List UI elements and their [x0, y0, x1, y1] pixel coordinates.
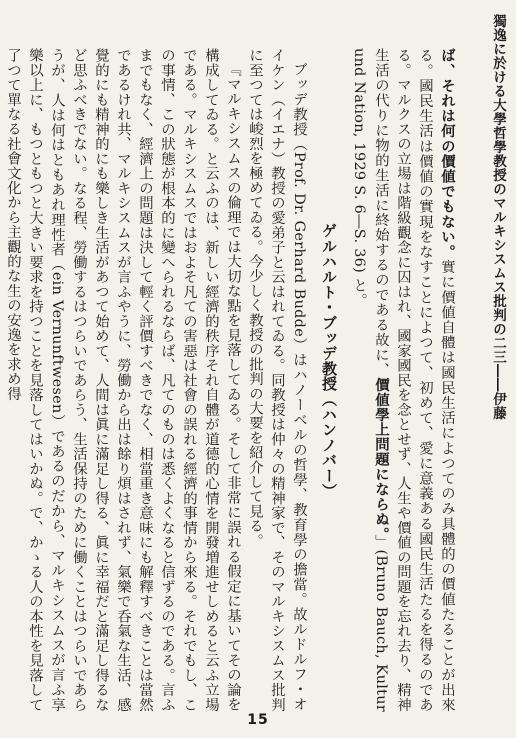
running-header: 獨逸に於ける大學哲學教授のマルキシスムス批判の二三――伊藤: [490, 14, 506, 420]
paragraph-2: ブッデ教授（Prof. Dr. Gerhard Budde）はハノーベルの哲學、教育學の擔當。故ルドルフ・オイケン（イエナ）教授の愛弟子と云はれてゐる。同教授は仲々の精神家で、そのマルキシスムス批判に至つては峻烈を極めてゐる。今少しく教授の批判の大要を紹介して見る。: [247, 48, 307, 712]
main-text: [5, 48, 458, 712]
bold-phrase: 價値學上問題にならぬ。: [373, 377, 390, 535]
section-title: ゲルハルト・ブッデ教授（ハンノバー）: [320, 223, 338, 499]
paragraph-text: 實に價値自體は國民生活によつてのみ具體的の價値たることが出來る。國民生活は價値の實現をなすことによつて、初めて、愛に意義ある國民生活たるを得るのである。マルクスの立場は階級觀念に囚はれ、國家國民を念とせず、人生や價値の問題を忘れ去り、精神生活の代りに物的生活に終始するのである故に、: [373, 48, 455, 712]
paragraph-3: 『マルキシスムスの倫理では大切な點を見落してゐる。そして非常に誤れる假定に基いてその論を構成してゐる。と云ふのは、新しい經濟的秩序それ自體が道德的心情を開發増進せしめると云ふ立場である。マルキシスムスではおよそ凡ての害惡は社會の誤れる經濟的事情から來る。それでもし、この事情、この狀態が根本的に變へられるならば、凡てのものは悉くよくなると信ずるのである。言ふまでもなく、經濟上の問題は決して輕く評價すべきでなく、相當重き意味にも解釋すべきことは當然であるけれ共、マルキシスムスが言ふやうに、勞働から出は餘り煩はされず、氣樂で呑氣な生活、感覺的にも精神的にも樂しき生活があつて始めて、人間は眞に滿足し得る、眞に幸福だと滿足し得るなど思ふべきでない。なる程、勞働するはつらいであらう、生活保持のために働くことはつらいであらうが、人は何はともあれ理性者（ein Vernunftwesen）であるのだから、マルキシスムスが言ふ享樂以上に、もつともつと大きい要求を持つことを見落してはいかぬ。で、かゝる人の本性を見落して了つて單なる社會文化から主觀的な生の安逸を求め得: [5, 48, 241, 712]
paragraph-1: [348, 48, 458, 712]
page-number: 15: [247, 712, 269, 728]
citation: 」(Bruno Bauch, Kultur und Nation, 1929 S. 6―S. 36) と。: [351, 48, 389, 712]
bold-phrase: ば、それは何の價値でもない。: [439, 48, 456, 260]
